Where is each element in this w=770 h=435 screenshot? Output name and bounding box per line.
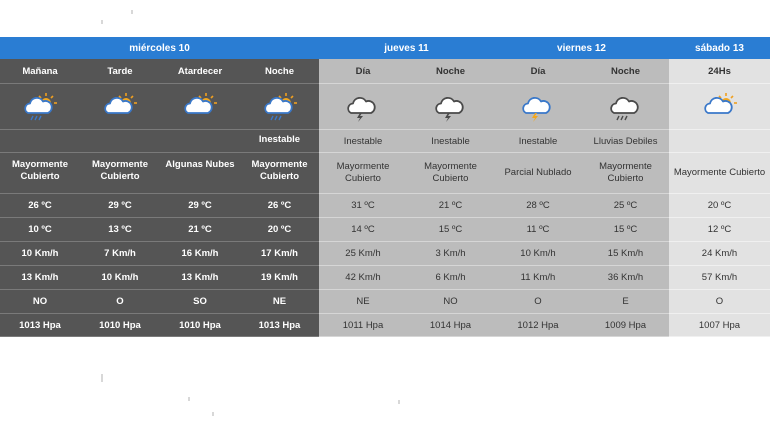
period-column <box>80 59 160 337</box>
period-name: Tarde <box>80 59 160 84</box>
day-header: miércoles 10 <box>129 42 190 54</box>
sky-description: Mayormente Cubierto <box>669 153 770 194</box>
period-column <box>407 59 494 337</box>
pressure: 1010 Hpa <box>80 314 160 337</box>
wind-gust: 36 Km/h <box>582 266 669 290</box>
sky-description: Mayormente Cubierto <box>0 153 80 194</box>
temperature-min: 11 ºC <box>494 218 582 242</box>
wind-speed: 24 Km/h <box>669 242 770 266</box>
sky-description: Mayormente Cubierto <box>407 153 494 194</box>
period-column <box>160 59 240 337</box>
temperature-max: 31 ºC <box>319 194 407 218</box>
day-header: viernes 12 <box>557 42 606 54</box>
cloud-sun-rain-icon <box>262 91 298 123</box>
pressure: 1014 Hpa <box>407 314 494 337</box>
period-name: Noche <box>240 59 319 84</box>
wind-speed: 16 Km/h <box>160 242 240 266</box>
weather-icon <box>407 84 494 130</box>
wind-speed: 10 Km/h <box>494 242 582 266</box>
decor-dot <box>101 374 103 382</box>
wind-direction: NO <box>407 290 494 314</box>
condition-text <box>80 130 160 153</box>
period-name: Día <box>319 59 407 84</box>
temperature-max: 26 ºC <box>240 194 319 218</box>
wind-gust: 11 Km/h <box>494 266 582 290</box>
condition-text: Inestable <box>240 130 319 153</box>
pressure: 1013 Hpa <box>0 314 80 337</box>
wind-speed: 3 Km/h <box>407 242 494 266</box>
temperature-min: 15 ºC <box>407 218 494 242</box>
temperature-min: 12 ºC <box>669 218 770 242</box>
sky-description: Mayormente Cubierto <box>582 153 669 194</box>
decor-dot <box>101 20 103 24</box>
weather-icon <box>160 84 240 130</box>
weather-icon <box>80 84 160 130</box>
temperature-max: 25 ºC <box>582 194 669 218</box>
temperature-min: 21 ºC <box>160 218 240 242</box>
wind-gust: 57 Km/h <box>669 266 770 290</box>
cloud-sun-icon <box>102 91 138 123</box>
wind-gust: 13 Km/h <box>160 266 240 290</box>
wind-direction: NO <box>0 290 80 314</box>
wind-gust: 6 Km/h <box>407 266 494 290</box>
wind-direction: O <box>669 290 770 314</box>
cloud-sun-rain-icon <box>22 91 58 123</box>
period-name: 24Hs <box>669 59 770 84</box>
period-name: Noche <box>582 59 669 84</box>
wind-gust: 42 Km/h <box>319 266 407 290</box>
temperature-max: 29 ºC <box>80 194 160 218</box>
sky-description: Mayormente Cubierto <box>80 153 160 194</box>
sky-description: Parcial Nublado <box>494 153 582 194</box>
decor-dot <box>398 400 400 404</box>
wind-direction: SO <box>160 290 240 314</box>
weather-icon <box>669 84 770 130</box>
temperature-max: 28 ºC <box>494 194 582 218</box>
day-header-row <box>0 37 770 59</box>
period-column <box>669 59 770 337</box>
condition-text: Lluvias Debiles <box>582 130 669 153</box>
condition-text <box>669 130 770 153</box>
cloud-sun-icon <box>182 91 218 123</box>
wind-speed: 10 Km/h <box>0 242 80 266</box>
period-column <box>240 59 319 337</box>
wind-speed: 15 Km/h <box>582 242 669 266</box>
weather-icon <box>0 84 80 130</box>
wind-direction: NE <box>240 290 319 314</box>
temperature-max: 21 ºC <box>407 194 494 218</box>
cloud-rain-icon <box>608 91 644 123</box>
pressure: 1007 Hpa <box>669 314 770 337</box>
period-name: Atardecer <box>160 59 240 84</box>
wind-direction: O <box>80 290 160 314</box>
sky-description: Mayormente Cubierto <box>319 153 407 194</box>
wind-speed: 17 Km/h <box>240 242 319 266</box>
decor-dot <box>188 397 190 401</box>
wind-direction: O <box>494 290 582 314</box>
wind-gust: 13 Km/h <box>0 266 80 290</box>
temperature-min: 14 ºC <box>319 218 407 242</box>
cloud-sun-icon <box>702 91 738 123</box>
forecast-table <box>0 37 770 337</box>
temperature-min: 15 ºC <box>582 218 669 242</box>
day-header: sábado 13 <box>695 42 744 54</box>
period-column <box>0 59 80 337</box>
day-header: jueves 11 <box>384 42 429 54</box>
condition-text <box>0 130 80 153</box>
weather-icon <box>319 84 407 130</box>
condition-text: Inestable <box>407 130 494 153</box>
weather-icon <box>240 84 319 130</box>
temperature-min: 20 ºC <box>240 218 319 242</box>
wind-speed: 7 Km/h <box>80 242 160 266</box>
period-name: Mañana <box>0 59 80 84</box>
temperature-min: 10 ºC <box>0 218 80 242</box>
weather-icon <box>582 84 669 130</box>
pressure: 1013 Hpa <box>240 314 319 337</box>
cloud-storm-color-icon <box>520 91 556 123</box>
decor-dot <box>131 10 133 14</box>
period-name: Día <box>494 59 582 84</box>
wind-direction: NE <box>319 290 407 314</box>
weather-icon <box>494 84 582 130</box>
forecast-grid <box>0 59 770 337</box>
pressure: 1009 Hpa <box>582 314 669 337</box>
pressure: 1010 Hpa <box>160 314 240 337</box>
temperature-min: 13 ºC <box>80 218 160 242</box>
wind-gust: 19 Km/h <box>240 266 319 290</box>
sky-description: Mayormente Cubierto <box>240 153 319 194</box>
pressure: 1011 Hpa <box>319 314 407 337</box>
wind-gust: 10 Km/h <box>80 266 160 290</box>
period-column <box>494 59 582 337</box>
pressure: 1012 Hpa <box>494 314 582 337</box>
period-column <box>319 59 407 337</box>
temperature-max: 29 ºC <box>160 194 240 218</box>
wind-speed: 25 Km/h <box>319 242 407 266</box>
wind-direction: E <box>582 290 669 314</box>
cloud-storm-icon <box>345 91 381 123</box>
period-name: Noche <box>407 59 494 84</box>
condition-text: Inestable <box>319 130 407 153</box>
sky-description: Algunas Nubes <box>160 153 240 194</box>
cloud-storm-icon <box>433 91 469 123</box>
temperature-max: 20 ºC <box>669 194 770 218</box>
decor-dot <box>212 412 214 416</box>
condition-text <box>160 130 240 153</box>
condition-text: Inestable <box>494 130 582 153</box>
period-column <box>582 59 669 337</box>
temperature-max: 26 ºC <box>0 194 80 218</box>
